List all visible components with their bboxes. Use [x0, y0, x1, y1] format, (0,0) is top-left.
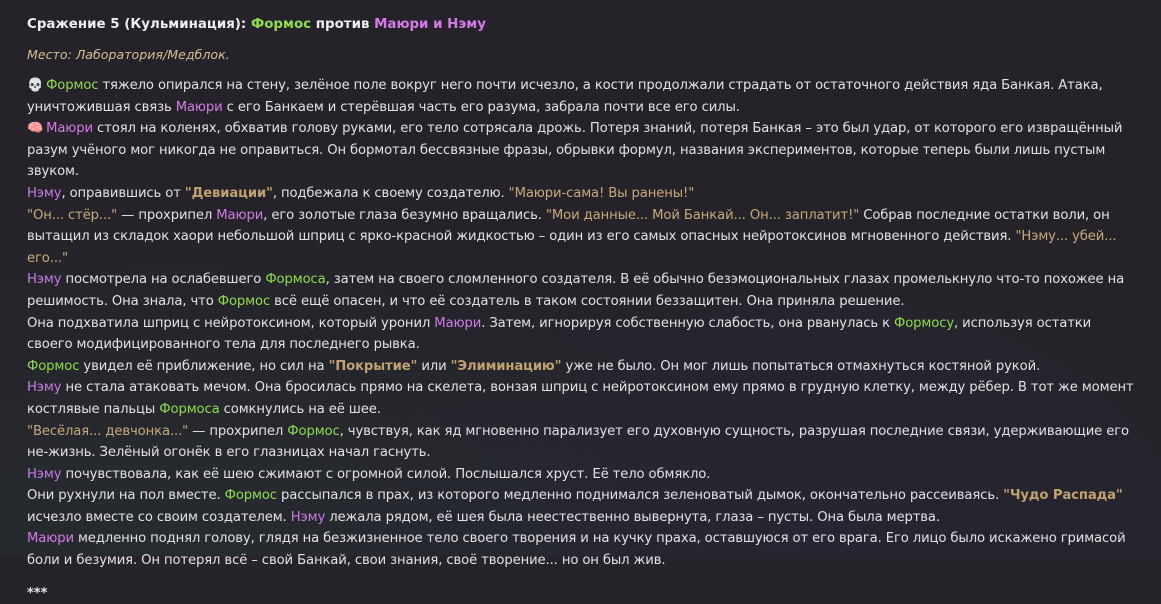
narration-text: не стала атаковать мечом. Она бросилась прямо на скелета, вонзая шприц с нейротоксином ему прямо в грудную клетку, между рёбер. В тот же момент костлявые пальцы — [27, 380, 1134, 417]
name-formos: Формоса — [265, 272, 326, 288]
name-formos: Формос — [217, 293, 271, 309]
narration-text: исчезло вместе со своим создателем. — [27, 509, 291, 525]
name-mayuri: Маюри — [27, 531, 74, 547]
name-nemu: Нэму — [290, 509, 326, 525]
name-nemu: Нэму — [27, 380, 62, 396]
narration-text: увидел её приближение, но сил на — [79, 358, 329, 374]
battle-title — [27, 14, 1137, 35]
story-paragraph — [27, 485, 1137, 528]
narration-text: — прохрипел — [188, 423, 288, 439]
story-paragraph — [27, 464, 1137, 486]
name-formos: Формос — [27, 358, 80, 374]
narration-text: — прохрипел — [117, 207, 217, 223]
name-formos: Формос — [46, 78, 99, 93]
title-vs: против — [311, 17, 375, 32]
name-formos: Формоса — [159, 401, 220, 417]
dialogue-quote: "Нэму... убей... его..." — [27, 229, 1117, 266]
story-paragraph — [27, 313, 1137, 356]
narration-text: , оправившись от — [61, 185, 185, 201]
narration-text: Собрав последние остатки воли, он вытащил из складок хаори небольшой шприц с ярко-красной жидкостью – один из его самых опасных нейротоксинов мгновенного действия. — [27, 207, 1110, 245]
narration-text: всё ещё опасен, и что её создатель в таком состоянии беззащитен. Она приняла решение. — [270, 293, 905, 309]
narration-text: рассыпался в прах, из которого медленно поднимался зеленоватый дымок, окончательно рассеиваясь. — [276, 488, 1004, 504]
title-fighter-mayuri-nemu: Маюри и Нэму — [374, 17, 486, 32]
title-fighter-formos: Формос — [250, 17, 312, 32]
name-nemu: Нэму — [27, 466, 62, 482]
name-nemu: Нэму — [27, 185, 62, 201]
name-formos: Формос — [287, 423, 340, 439]
head-crack-icon: 🧠 — [27, 121, 44, 137]
technique-name: "Девиации" — [184, 185, 273, 201]
name-nemu: Нэму — [27, 272, 62, 288]
name-mayuri: Маюри — [216, 207, 264, 223]
section-separator: *** — [27, 585, 48, 601]
narration-text: тяжело опирался на стену, зелёное поле вокруг него почти исчезло, а кости продолжали страдать от остаточного действия яда Банкая. Атака, уничтожившая связь — [27, 78, 1103, 115]
narration-text: стоял на коленях, обхватив голову руками, его тело сотрясала дрожь. Потеря знаний, потеря Банкая – это был удар, от которого его извращённый разум учёного мог никогда не оправиться. Он бормотал бессвязные фразы, обрывки формул, названия экспериментов, которые теперь были лишь пустым звуком. — [27, 121, 1123, 180]
technique-name: "Элиминацию" — [450, 358, 562, 374]
narration-text: Они рухнули на пол вместе. — [27, 488, 225, 504]
narration-text: с его Банкаем и стерёвшая часть его разума, забрала почти все его силы. — [222, 99, 740, 115]
narration-text: Она подхватила шприц с нейротоксином, который уронил — [27, 315, 435, 331]
narration-text: , подбежала к своему создателю. — [272, 185, 509, 201]
story-paragraph — [27, 118, 1137, 183]
narration-text: медленно поднял голову, глядя на безжизненное тело своего творения и на кучку праха, оставшуюся от его врага. Его лицо было искажено гримасой боли и безумия. Он потерял всё – свой Банкай, свои знания, своё творение... но он был жив. — [27, 531, 1126, 569]
narration-text: , используя остатки своего модифицированного тела для последнего рывка. — [27, 315, 1092, 353]
name-mayuri: Маюри — [175, 99, 223, 115]
name-formos: Формосу — [894, 315, 955, 331]
narration-text: , чувствуя, как яд мгновенно парализует его духовную сущность, разрушая последние связи, удерживающие его не-жизнь. Зелёный огонёк в его глазницах начал гаснуть. — [27, 423, 1129, 461]
technique-name: "Покрытие" — [328, 358, 418, 374]
dialogue-quote: "Весёлая... девчонка..." — [27, 423, 189, 439]
narration-text: . Затем, игнорируя собственную слабость, она рванулась к — [481, 315, 894, 331]
story-paragraph — [27, 183, 1137, 205]
narration-text: лежала рядом, её шея была неестественно вывернута, глаза – пусты. Она была мертва. — [325, 509, 940, 525]
dialogue-quote: "Мои данные... Мой Банкай... Он... заплатит!" — [545, 207, 860, 223]
story-paragraph — [27, 205, 1137, 270]
skull-icon: 💀 — [27, 78, 44, 93]
narration-text: сомкнулись на её шее. — [219, 401, 381, 417]
dialogue-quote: "Маюри-сама! Вы ранены!" — [508, 185, 695, 201]
narration-text: или — [417, 358, 451, 374]
battle-location: Место: Лаборатория/Медблок. — [27, 47, 230, 62]
narration-text: уже не было. Он мог лишь попытаться отмахнуться костяной рукой. — [561, 358, 1041, 374]
narration-text: , его золотые глаза безумно вращались. — [263, 207, 546, 223]
story-paragraph — [27, 377, 1137, 420]
name-mayuri: Маюри — [434, 315, 482, 331]
narration-text: посмотрела на ослабевшего — [61, 272, 266, 288]
technique-name: "Чудо Распада" — [1003, 488, 1123, 504]
story-paragraph — [27, 356, 1137, 378]
name-mayuri: Маюри — [46, 121, 93, 137]
story-paragraph — [27, 269, 1137, 312]
narration-text: почувствовала, как её шею сжимают с огромной силой. Послышался хруст. Её тело обмякло. — [61, 466, 711, 482]
story-paragraph — [27, 75, 1137, 118]
title-prefix: Сражение 5 (Кульминация): — [27, 17, 251, 32]
story-paragraph — [27, 421, 1137, 464]
name-formos: Формос — [224, 488, 277, 504]
narration-text: , затем на своего сломленного создателя. В её обычно безэмоциональных глазах промелькнуло что-то похожее на решимость. Она знала, что — [27, 272, 1125, 309]
story-paragraph — [27, 528, 1137, 571]
story-body — [27, 75, 1137, 572]
dialogue-quote: "Он... стёр..." — [27, 207, 118, 223]
